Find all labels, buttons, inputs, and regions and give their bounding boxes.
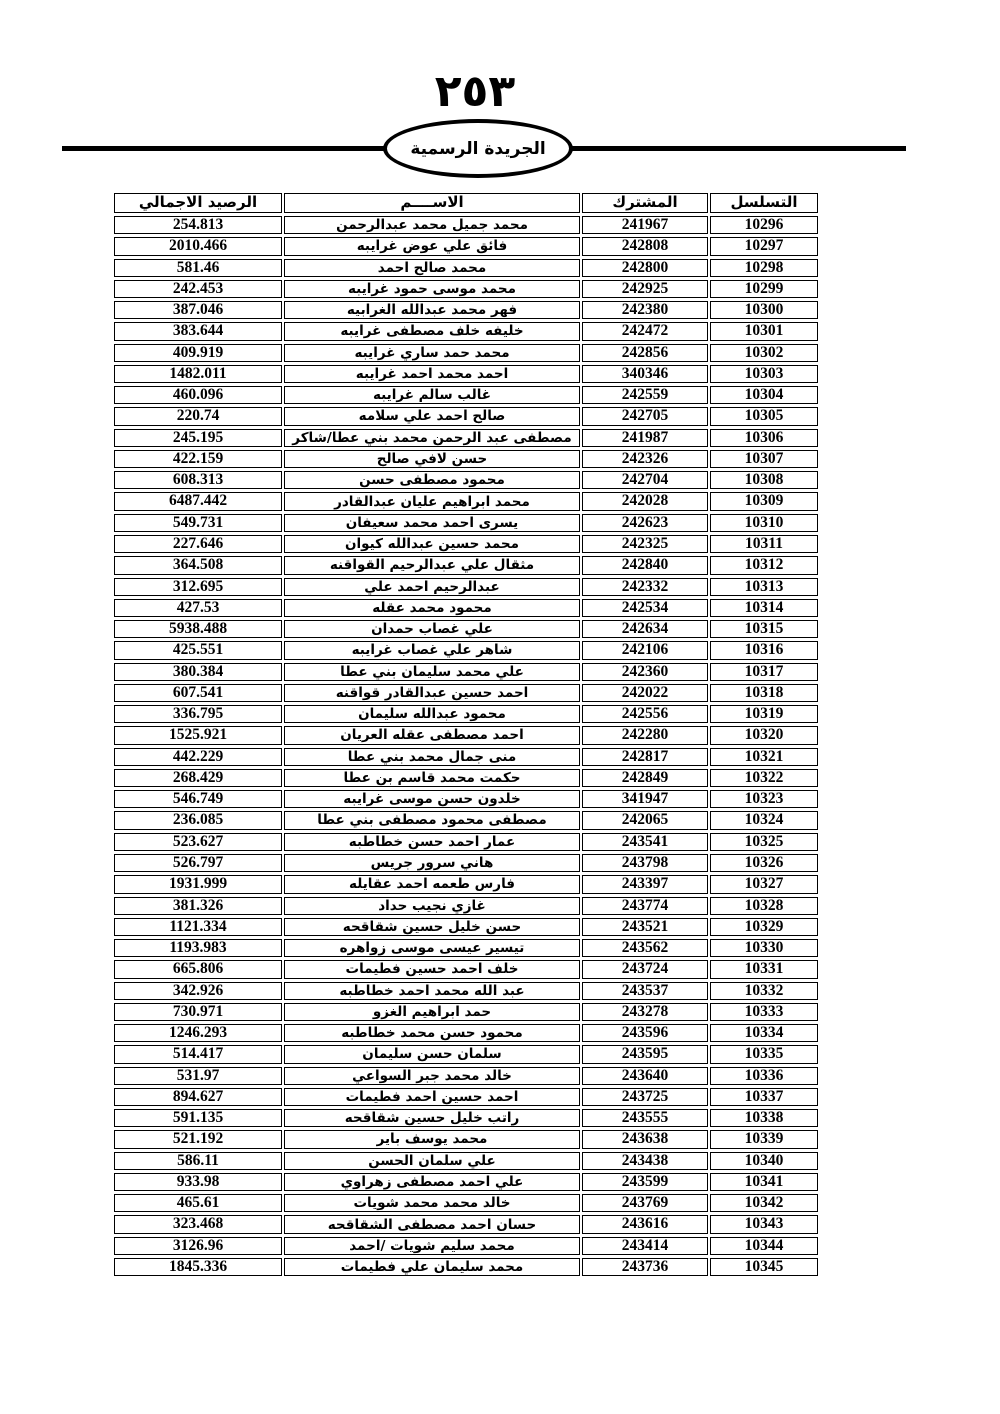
cell-balance: 586.11 bbox=[114, 1152, 282, 1170]
cell-balance: 526.797 bbox=[114, 854, 282, 872]
cell-serial: 10297 bbox=[710, 237, 818, 255]
cell-balance: 531.97 bbox=[114, 1067, 282, 1085]
cell-name: غازي نجيب حداد bbox=[284, 897, 580, 915]
cell-serial: 10324 bbox=[710, 811, 818, 829]
table-row bbox=[114, 748, 818, 766]
cell-serial: 10304 bbox=[710, 386, 818, 404]
table-row bbox=[114, 1045, 818, 1063]
cell-subscriber: 242800 bbox=[582, 259, 708, 277]
cell-serial: 10337 bbox=[710, 1088, 818, 1106]
table-row bbox=[114, 982, 818, 1000]
cell-balance: 336.795 bbox=[114, 705, 282, 723]
cell-subscriber: 241987 bbox=[582, 429, 708, 447]
cell-serial: 10314 bbox=[710, 599, 818, 617]
cell-name: خليفه خلف مصطفى غرايبه bbox=[284, 322, 580, 340]
table-row bbox=[114, 344, 818, 362]
cell-subscriber: 243555 bbox=[582, 1109, 708, 1127]
cell-subscriber: 242925 bbox=[582, 280, 708, 298]
table-row bbox=[114, 535, 818, 553]
cell-name: محمد جميل محمد عبدالرحمن bbox=[284, 216, 580, 234]
table-row bbox=[114, 407, 818, 425]
header-subscriber: المشترك bbox=[582, 193, 708, 213]
cell-balance: 5938.488 bbox=[114, 620, 282, 638]
cell-balance: 1193.983 bbox=[114, 939, 282, 957]
cell-name: خالد محمد جبر السواعي bbox=[284, 1067, 580, 1085]
table-row bbox=[114, 1088, 818, 1106]
cell-name: محمد سليمان علي فطيمات bbox=[284, 1258, 580, 1276]
cell-balance: 387.046 bbox=[114, 301, 282, 319]
table-row bbox=[114, 960, 818, 978]
cell-balance: 427.53 bbox=[114, 599, 282, 617]
table-row bbox=[114, 833, 818, 851]
records-table bbox=[112, 190, 820, 1279]
cell-name: سلمان حسن سليمان bbox=[284, 1045, 580, 1063]
cell-serial: 10328 bbox=[710, 897, 818, 915]
cell-serial: 10306 bbox=[710, 429, 818, 447]
cell-serial: 10342 bbox=[710, 1194, 818, 1212]
cell-subscriber: 242856 bbox=[582, 344, 708, 362]
cell-balance: 242.453 bbox=[114, 280, 282, 298]
cell-balance: 254.813 bbox=[114, 216, 282, 234]
cell-subscriber: 242808 bbox=[582, 237, 708, 255]
cell-balance: 364.508 bbox=[114, 556, 282, 574]
cell-balance: 581.46 bbox=[114, 259, 282, 277]
table-row bbox=[114, 216, 818, 234]
cell-serial: 10335 bbox=[710, 1045, 818, 1063]
cell-serial: 10344 bbox=[710, 1237, 818, 1255]
cell-name: محمد حسين عبدالله كيوان bbox=[284, 535, 580, 553]
cell-serial: 10341 bbox=[710, 1173, 818, 1191]
cell-serial: 10325 bbox=[710, 833, 818, 851]
cell-subscriber: 242634 bbox=[582, 620, 708, 638]
cell-subscriber: 242022 bbox=[582, 684, 708, 702]
cell-name: هاني سرور جريس bbox=[284, 854, 580, 872]
cell-subscriber: 243616 bbox=[582, 1215, 708, 1233]
cell-balance: 465.61 bbox=[114, 1194, 282, 1212]
table-row bbox=[114, 897, 818, 915]
cell-serial: 10305 bbox=[710, 407, 818, 425]
cell-balance: 268.429 bbox=[114, 769, 282, 787]
cell-serial: 10333 bbox=[710, 1003, 818, 1021]
cell-balance: 549.731 bbox=[114, 514, 282, 532]
cell-balance: 2010.466 bbox=[114, 237, 282, 255]
cell-name: احمد مصطفى عقله العريان bbox=[284, 726, 580, 744]
cell-name: تيسير عيسى موسى زواهره bbox=[284, 939, 580, 957]
cell-subscriber: 243562 bbox=[582, 939, 708, 957]
cell-name: احمد محمد احمد غرايبه bbox=[284, 365, 580, 383]
cell-name: مصطفى محمود مصطفى بني عطا bbox=[284, 811, 580, 829]
table-row bbox=[114, 429, 818, 447]
cell-serial: 10320 bbox=[710, 726, 818, 744]
cell-serial: 10313 bbox=[710, 578, 818, 596]
cell-subscriber: 242705 bbox=[582, 407, 708, 425]
cell-balance: 442.229 bbox=[114, 748, 282, 766]
cell-serial: 10326 bbox=[710, 854, 818, 872]
table-row bbox=[114, 1152, 818, 1170]
cell-subscriber: 242623 bbox=[582, 514, 708, 532]
cell-name: حسان احمد مصطفى الشقاقحه bbox=[284, 1215, 580, 1233]
table-row bbox=[114, 705, 818, 723]
table-row bbox=[114, 1109, 818, 1127]
cell-serial: 10301 bbox=[710, 322, 818, 340]
table-row bbox=[114, 1130, 818, 1148]
cell-subscriber: 242840 bbox=[582, 556, 708, 574]
table-row bbox=[114, 1237, 818, 1255]
cell-name: صالح احمد علي سلامه bbox=[284, 407, 580, 425]
cell-name: حمد ابراهيم الغزو bbox=[284, 1003, 580, 1021]
gazette-banner-label: الجريدة الرسمية bbox=[410, 138, 546, 159]
page-number: ٢٥٣ bbox=[434, 66, 516, 117]
table-row bbox=[114, 322, 818, 340]
table-row bbox=[114, 811, 818, 829]
cell-serial: 10298 bbox=[710, 259, 818, 277]
cell-name: محمد حمد ساري غرايبه bbox=[284, 344, 580, 362]
cell-balance: 591.135 bbox=[114, 1109, 282, 1127]
cell-subscriber: 242849 bbox=[582, 769, 708, 787]
cell-serial: 10317 bbox=[710, 663, 818, 681]
cell-subscriber: 341947 bbox=[582, 790, 708, 808]
cell-balance: 236.085 bbox=[114, 811, 282, 829]
cell-name: خالد محمد محمد شويات bbox=[284, 1194, 580, 1212]
cell-name: منى جمال محمد بني عطا bbox=[284, 748, 580, 766]
cell-balance: 383.644 bbox=[114, 322, 282, 340]
cell-name: علي محمد سليمان بني عطا bbox=[284, 663, 580, 681]
cell-subscriber: 243769 bbox=[582, 1194, 708, 1212]
cell-subscriber: 243596 bbox=[582, 1024, 708, 1042]
cell-subscriber: 242556 bbox=[582, 705, 708, 723]
table-row bbox=[114, 1258, 818, 1276]
cell-name: محمد سليم شويات /احمد bbox=[284, 1237, 580, 1255]
cell-serial: 10312 bbox=[710, 556, 818, 574]
cell-balance: 730.971 bbox=[114, 1003, 282, 1021]
cell-serial: 10307 bbox=[710, 450, 818, 468]
table-row bbox=[114, 854, 818, 872]
cell-serial: 10296 bbox=[710, 216, 818, 234]
cell-balance: 312.695 bbox=[114, 578, 282, 596]
cell-serial: 10345 bbox=[710, 1258, 818, 1276]
cell-serial: 10340 bbox=[710, 1152, 818, 1170]
cell-name: شاهر علي غصاب غرايبه bbox=[284, 641, 580, 659]
cell-name: خلدون حسن موسى غرايبه bbox=[284, 790, 580, 808]
cell-subscriber: 242559 bbox=[582, 386, 708, 404]
table-row bbox=[114, 875, 818, 893]
cell-balance: 220.74 bbox=[114, 407, 282, 425]
cell-name: يسرى احمد محمد سعيفان bbox=[284, 514, 580, 532]
cell-serial: 10316 bbox=[710, 641, 818, 659]
cell-balance: 323.468 bbox=[114, 1215, 282, 1233]
table-row bbox=[114, 1003, 818, 1021]
cell-subscriber: 243640 bbox=[582, 1067, 708, 1085]
table-row bbox=[114, 514, 818, 532]
cell-subscriber: 242028 bbox=[582, 492, 708, 510]
cell-balance: 409.919 bbox=[114, 344, 282, 362]
cell-balance: 1525.921 bbox=[114, 726, 282, 744]
header-row bbox=[114, 193, 818, 213]
cell-balance: 381.326 bbox=[114, 897, 282, 915]
cell-balance: 422.159 bbox=[114, 450, 282, 468]
table-row bbox=[114, 599, 818, 617]
cell-balance: 227.646 bbox=[114, 535, 282, 553]
cell-subscriber: 242534 bbox=[582, 599, 708, 617]
table-row bbox=[114, 556, 818, 574]
cell-name: غالب سالم غرايبه bbox=[284, 386, 580, 404]
cell-name: عبد الله محمد احمد خطاطبه bbox=[284, 982, 580, 1000]
cell-name: محمود عبدالله سليمان bbox=[284, 705, 580, 723]
cell-subscriber: 242325 bbox=[582, 535, 708, 553]
cell-subscriber: 243438 bbox=[582, 1152, 708, 1170]
header-balance: الرصيد الاجمالي bbox=[114, 193, 282, 213]
table-row bbox=[114, 578, 818, 596]
cell-subscriber: 242817 bbox=[582, 748, 708, 766]
cell-subscriber: 243397 bbox=[582, 875, 708, 893]
table-row bbox=[114, 237, 818, 255]
table-row bbox=[114, 365, 818, 383]
cell-balance: 1931.999 bbox=[114, 875, 282, 893]
header-name: الاســــم bbox=[284, 193, 580, 213]
cell-serial: 10323 bbox=[710, 790, 818, 808]
cell-balance: 6487.442 bbox=[114, 492, 282, 510]
cell-balance: 1845.336 bbox=[114, 1258, 282, 1276]
cell-subscriber: 243537 bbox=[582, 982, 708, 1000]
cell-balance: 380.384 bbox=[114, 663, 282, 681]
cell-serial: 10321 bbox=[710, 748, 818, 766]
cell-serial: 10339 bbox=[710, 1130, 818, 1148]
table-row bbox=[114, 1024, 818, 1042]
table-row bbox=[114, 918, 818, 936]
table-row bbox=[114, 386, 818, 404]
cell-balance: 1121.334 bbox=[114, 918, 282, 936]
cell-subscriber: 243599 bbox=[582, 1173, 708, 1191]
cell-serial: 10318 bbox=[710, 684, 818, 702]
cell-serial: 10299 bbox=[710, 280, 818, 298]
cell-balance: 342.926 bbox=[114, 982, 282, 1000]
cell-subscriber: 340346 bbox=[582, 365, 708, 383]
cell-subscriber: 242065 bbox=[582, 811, 708, 829]
cell-balance: 425.551 bbox=[114, 641, 282, 659]
cell-name: علي احمد مصطفى زهراوي bbox=[284, 1173, 580, 1191]
cell-serial: 10331 bbox=[710, 960, 818, 978]
cell-balance: 1482.011 bbox=[114, 365, 282, 383]
records-table-container bbox=[112, 190, 820, 1279]
cell-serial: 10310 bbox=[710, 514, 818, 532]
cell-name: علي سلمان الحسن bbox=[284, 1152, 580, 1170]
cell-serial: 10334 bbox=[710, 1024, 818, 1042]
cell-name: فهر محمد عبدالله الغرابيه bbox=[284, 301, 580, 319]
table-row bbox=[114, 1067, 818, 1085]
cell-balance: 607.541 bbox=[114, 684, 282, 702]
cell-subscriber: 243521 bbox=[582, 918, 708, 936]
cell-name: مصطفى عبد الرحمن محمد بني عطا/شاكر bbox=[284, 429, 580, 447]
cell-subscriber: 242360 bbox=[582, 663, 708, 681]
cell-balance: 665.806 bbox=[114, 960, 282, 978]
table-row bbox=[114, 939, 818, 957]
cell-name: مثقال علي عبدالرحيم القواقنه bbox=[284, 556, 580, 574]
cell-serial: 10315 bbox=[710, 620, 818, 638]
cell-name: حسن لافي صالح bbox=[284, 450, 580, 468]
cell-name: محمد يوسف باير bbox=[284, 1130, 580, 1148]
cell-serial: 10343 bbox=[710, 1215, 818, 1233]
cell-subscriber: 243414 bbox=[582, 1237, 708, 1255]
cell-subscriber: 242280 bbox=[582, 726, 708, 744]
gazette-banner bbox=[383, 119, 573, 178]
cell-serial: 10322 bbox=[710, 769, 818, 787]
cell-name: حسن خليل حسين شقاقحه bbox=[284, 918, 580, 936]
cell-name: محمود مصطفى حسن bbox=[284, 471, 580, 489]
cell-serial: 10338 bbox=[710, 1109, 818, 1127]
cell-serial: 10330 bbox=[710, 939, 818, 957]
cell-balance: 521.192 bbox=[114, 1130, 282, 1148]
cell-name: حكمت محمد قاسم بن عطا bbox=[284, 769, 580, 787]
table-row bbox=[114, 620, 818, 638]
cell-serial: 10329 bbox=[710, 918, 818, 936]
cell-name: محمد صالح احمد bbox=[284, 259, 580, 277]
table-row bbox=[114, 259, 818, 277]
cell-subscriber: 242326 bbox=[582, 450, 708, 468]
table-row bbox=[114, 1173, 818, 1191]
header-serial: التسلسل bbox=[710, 193, 818, 213]
cell-subscriber: 243638 bbox=[582, 1130, 708, 1148]
cell-name: خلف احمد حسين فطيمات bbox=[284, 960, 580, 978]
cell-subscriber: 243725 bbox=[582, 1088, 708, 1106]
cell-balance: 546.749 bbox=[114, 790, 282, 808]
cell-name: فارس طعمه احمد عقايله bbox=[284, 875, 580, 893]
cell-name: محمود حسن محمد خطاطبه bbox=[284, 1024, 580, 1042]
table-row bbox=[114, 450, 818, 468]
cell-serial: 10319 bbox=[710, 705, 818, 723]
cell-name: محمد ابراهيم عليان عبدالقادر bbox=[284, 492, 580, 510]
cell-subscriber: 243736 bbox=[582, 1258, 708, 1276]
cell-balance: 3126.96 bbox=[114, 1237, 282, 1255]
cell-name: عمار احمد حسن خطاطبه bbox=[284, 833, 580, 851]
table-row bbox=[114, 280, 818, 298]
table-row bbox=[114, 1215, 818, 1233]
cell-balance: 514.417 bbox=[114, 1045, 282, 1063]
records-table-body bbox=[114, 216, 818, 1276]
table-row bbox=[114, 684, 818, 702]
cell-serial: 10327 bbox=[710, 875, 818, 893]
table-row bbox=[114, 301, 818, 319]
cell-name: علي غصاب حمدان bbox=[284, 620, 580, 638]
cell-serial: 10332 bbox=[710, 982, 818, 1000]
cell-subscriber: 243595 bbox=[582, 1045, 708, 1063]
cell-subscriber: 243278 bbox=[582, 1003, 708, 1021]
table-row bbox=[114, 726, 818, 744]
table-row bbox=[114, 471, 818, 489]
cell-serial: 10336 bbox=[710, 1067, 818, 1085]
cell-subscriber: 241967 bbox=[582, 216, 708, 234]
table-row bbox=[114, 663, 818, 681]
cell-serial: 10302 bbox=[710, 344, 818, 362]
cell-serial: 10308 bbox=[710, 471, 818, 489]
cell-subscriber: 243798 bbox=[582, 854, 708, 872]
cell-subscriber: 243774 bbox=[582, 897, 708, 915]
cell-name: محمد موسى حمود غرايبه bbox=[284, 280, 580, 298]
cell-balance: 1246.293 bbox=[114, 1024, 282, 1042]
records-table-head bbox=[114, 193, 818, 213]
cell-balance: 523.627 bbox=[114, 833, 282, 851]
cell-serial: 10303 bbox=[710, 365, 818, 383]
table-row bbox=[114, 492, 818, 510]
cell-balance: 894.627 bbox=[114, 1088, 282, 1106]
cell-subscriber: 242704 bbox=[582, 471, 708, 489]
cell-name: احمد حسين احمد فطيمات bbox=[284, 1088, 580, 1106]
cell-name: فائق علي عوض غرايبه bbox=[284, 237, 580, 255]
table-row bbox=[114, 641, 818, 659]
cell-balance: 245.195 bbox=[114, 429, 282, 447]
cell-subscriber: 243541 bbox=[582, 833, 708, 851]
cell-serial: 10311 bbox=[710, 535, 818, 553]
cell-name: عبدالرحيم احمد علي bbox=[284, 578, 580, 596]
cell-balance: 608.313 bbox=[114, 471, 282, 489]
table-row bbox=[114, 790, 818, 808]
table-row bbox=[114, 1194, 818, 1212]
cell-subscriber: 242380 bbox=[582, 301, 708, 319]
cell-name: محمود محمد عقله bbox=[284, 599, 580, 617]
cell-name: احمد حسين عبدالقادر قواقنه bbox=[284, 684, 580, 702]
cell-serial: 10309 bbox=[710, 492, 818, 510]
cell-name: راتب خليل حسين شقاقحه bbox=[284, 1109, 580, 1127]
cell-balance: 460.096 bbox=[114, 386, 282, 404]
cell-subscriber: 243724 bbox=[582, 960, 708, 978]
cell-subscriber: 242472 bbox=[582, 322, 708, 340]
cell-balance: 933.98 bbox=[114, 1173, 282, 1191]
cell-subscriber: 242332 bbox=[582, 578, 708, 596]
cell-subscriber: 242106 bbox=[582, 641, 708, 659]
cell-serial: 10300 bbox=[710, 301, 818, 319]
table-row bbox=[114, 769, 818, 787]
